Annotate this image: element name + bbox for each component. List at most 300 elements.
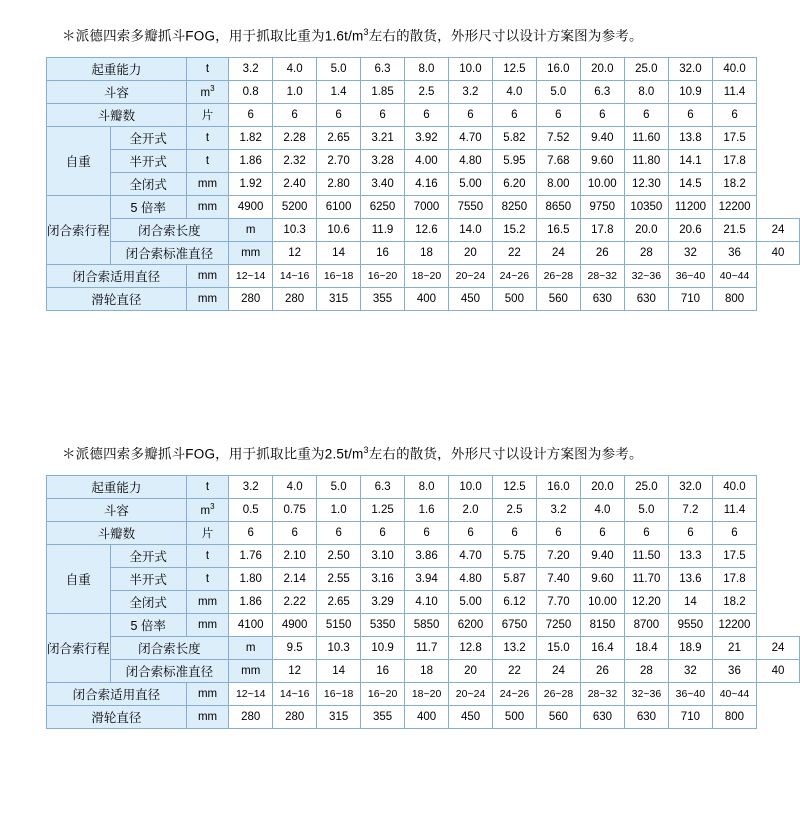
row-unit: t (186, 126, 228, 149)
table-cell: 8.00 (536, 172, 580, 195)
table-cell: 315 (317, 287, 361, 310)
table-cell: 5.87 (493, 567, 537, 590)
table-cell: 6 (317, 521, 361, 544)
table-cell: 4.0 (273, 57, 317, 80)
table-cell: 1.6 (405, 498, 449, 521)
row-sublabel: 5 倍率 (110, 195, 186, 218)
row-sublabel: 半开式 (110, 567, 186, 590)
table-cell: 6 (273, 521, 317, 544)
table-cell: 9750 (580, 195, 624, 218)
table-cell: 40.0 (712, 57, 756, 80)
table-cell: 40 (757, 659, 800, 682)
table-cell: 12 (273, 659, 317, 682)
table-cell: 800 (712, 287, 756, 310)
table-cell: 4.0 (273, 475, 317, 498)
row-label: 闭合索长度 (110, 636, 229, 659)
table-cell: 11.4 (712, 498, 756, 521)
row-unit: mm (186, 682, 228, 705)
table-cell: 2.65 (317, 126, 361, 149)
table-cell: 5.0 (317, 475, 361, 498)
table-cell: 36 (712, 659, 756, 682)
row-label: 斗瓣数 (47, 521, 187, 544)
row-label: 闭合索适用直径 (47, 264, 187, 287)
table-cell: 14~16 (273, 264, 317, 287)
row-label: 闭合索长度 (110, 218, 229, 241)
table-cell: 16~20 (361, 264, 405, 287)
table-cell: 6.3 (361, 475, 405, 498)
table-cell: 7250 (537, 613, 581, 636)
table-cell: 8.0 (405, 475, 449, 498)
row-label: 闭合索标准直径 (110, 241, 229, 264)
table-cell: 0.5 (229, 498, 273, 521)
table-cell: 18 (405, 241, 449, 264)
row-unit: mm (186, 590, 228, 613)
table-cell: 40~44 (712, 682, 756, 705)
table-cell: 3.86 (405, 544, 449, 567)
table-cell: 2.32 (273, 149, 317, 172)
block-1-table-wrap (0, 57, 800, 311)
table-cell: 26~28 (537, 682, 581, 705)
table-cell: 20.0 (580, 475, 624, 498)
row-label-group: 闭合索行程 (47, 613, 111, 682)
table-cell: 9.5 (273, 636, 317, 659)
table-cell: 5.75 (493, 544, 537, 567)
table-cell: 6 (537, 521, 581, 544)
table-cell: 7.68 (536, 149, 580, 172)
table-cell: 12.6 (405, 218, 449, 241)
table-cell: 6250 (361, 195, 405, 218)
table-cell: 20~24 (448, 264, 492, 287)
table-row (47, 705, 800, 728)
table-cell: 2.10 (273, 544, 317, 567)
table-cell: 36 (712, 241, 756, 264)
table-cell: 450 (449, 705, 493, 728)
table-row (47, 80, 800, 103)
block-2-caption-prefix: ＊派德四索多瓣抓斗FOG，用于抓取比重为2.5t/m (62, 446, 364, 462)
table-cell: 10350 (624, 195, 668, 218)
table-cell: 12.8 (449, 636, 493, 659)
table-cell: 6 (229, 103, 273, 126)
table-cell: 5350 (361, 613, 405, 636)
table-cell: 24 (757, 218, 800, 241)
table-cell: 280 (229, 705, 273, 728)
table-cell: 3.2 (229, 475, 273, 498)
table-cell: 40~44 (712, 264, 756, 287)
table-cell: 14~16 (273, 682, 317, 705)
table-row (47, 172, 800, 195)
table-cell: 18.2 (712, 590, 756, 613)
table-cell: 14.1 (668, 149, 712, 172)
table-cell: 7.52 (536, 126, 580, 149)
row-unit: mm (186, 172, 228, 195)
row-unit: mm (186, 287, 228, 310)
table-cell: 6100 (317, 195, 361, 218)
table-cell: 5150 (317, 613, 361, 636)
table-row (47, 241, 800, 264)
table-cell: 4100 (229, 613, 273, 636)
table-cell: 6 (405, 103, 449, 126)
table-cell: 40 (757, 241, 800, 264)
table-cell: 12.20 (624, 590, 668, 613)
table-cell: 10.00 (580, 590, 624, 613)
table-row (47, 544, 800, 567)
table-cell: 6 (712, 103, 756, 126)
table-cell: 1.86 (229, 590, 273, 613)
table-cell: 10.3 (273, 218, 317, 241)
table-cell: 3.16 (361, 567, 405, 590)
table-row (47, 475, 800, 498)
row-sublabel: 全开式 (110, 544, 186, 567)
table-row (47, 636, 800, 659)
table-cell: 630 (624, 705, 668, 728)
table-cell: 18~20 (405, 264, 449, 287)
table-cell: 800 (712, 705, 756, 728)
table-cell: 4.0 (580, 498, 624, 521)
table-cell: 21.5 (712, 218, 756, 241)
table-cell: 630 (580, 287, 624, 310)
table-row (47, 126, 800, 149)
table-cell: 3.10 (361, 544, 405, 567)
table-cell: 26~28 (536, 264, 580, 287)
row-unit: $m^3$ (186, 498, 228, 521)
table-row (47, 659, 800, 682)
table-cell: 3.2 (448, 80, 492, 103)
table-cell: 4.80 (449, 567, 493, 590)
row-sublabel: 全开式 (110, 126, 186, 149)
row-sublabel: 全闭式 (110, 590, 186, 613)
table-cell: 7.2 (668, 498, 712, 521)
table-cell: 10.0 (449, 475, 493, 498)
table-cell: 12.30 (624, 172, 668, 195)
table-row (47, 567, 800, 590)
table-cell: 10.00 (580, 172, 624, 195)
table-cell: 18.9 (668, 636, 712, 659)
table-cell: 6 (448, 103, 492, 126)
table-cell: 1.85 (361, 80, 405, 103)
block-1-caption-prefix: ＊派德四索多瓣抓斗FOG，用于抓取比重为1.6t/m (62, 28, 364, 44)
table-cell: 560 (537, 705, 581, 728)
table-cell: 17.5 (712, 544, 756, 567)
table-cell: 7.40 (537, 567, 581, 590)
table-cell: 5.0 (624, 498, 668, 521)
table-cell: 11.70 (624, 567, 668, 590)
table-cell: 26 (580, 659, 624, 682)
table-cell: 1.76 (229, 544, 273, 567)
table-cell: 20 (449, 659, 493, 682)
table-cell: 6 (624, 103, 668, 126)
table-cell: 12.5 (493, 475, 537, 498)
table-cell: 11.7 (405, 636, 449, 659)
table-cell: 16 (361, 659, 405, 682)
table-cell: 17.8 (580, 218, 624, 241)
row-label: 斗瓣数 (47, 103, 187, 126)
table-cell: 630 (624, 287, 668, 310)
table-cell: 7.70 (537, 590, 581, 613)
table-cell: 20.0 (624, 218, 668, 241)
table-cell: 8650 (536, 195, 580, 218)
table-cell: 4.10 (405, 590, 449, 613)
row-label: 滑轮直径 (47, 705, 187, 728)
table-row (47, 57, 800, 80)
block-2-caption (0, 440, 800, 465)
table-cell: 7000 (405, 195, 449, 218)
table-cell: 710 (668, 705, 712, 728)
table-cell: 20 (448, 241, 492, 264)
spec-table-2 (46, 475, 800, 729)
table-cell: 6 (229, 521, 273, 544)
table-cell: 12 (273, 241, 317, 264)
table-cell: 26 (580, 241, 624, 264)
table-cell: 5.0 (536, 80, 580, 103)
table-cell: 10.0 (448, 57, 492, 80)
table-cell: 5.82 (492, 126, 536, 149)
table-cell: 1.0 (273, 80, 317, 103)
table-cell: 16~18 (317, 264, 361, 287)
table-cell: 18~20 (405, 682, 449, 705)
table-cell: 25.0 (624, 475, 668, 498)
table-cell: 24 (537, 659, 581, 682)
table-cell: 6 (668, 521, 712, 544)
table-row (47, 521, 800, 544)
table-cell: 16.5 (536, 218, 580, 241)
spec-block-1 (0, 22, 800, 311)
table-cell: 32~36 (624, 264, 668, 287)
table-cell: 14 (317, 659, 361, 682)
table-cell: 6 (405, 521, 449, 544)
table-cell: 16.4 (580, 636, 624, 659)
row-label: 斗容 (47, 80, 187, 103)
row-unit: 片 (186, 103, 228, 126)
table-cell: 7550 (448, 195, 492, 218)
table-row (47, 218, 800, 241)
table-row (47, 613, 800, 636)
row-unit: mm (229, 241, 273, 264)
row-sublabel: 全闭式 (110, 172, 186, 195)
table-cell: 4900 (229, 195, 273, 218)
table-cell: 21 (712, 636, 756, 659)
table-cell: 4.0 (492, 80, 536, 103)
table-cell: 36~40 (668, 264, 712, 287)
table-cell: 22 (492, 241, 536, 264)
table-cell: 6.3 (361, 57, 405, 80)
row-label: 闭合索适用直径 (47, 682, 187, 705)
table-cell: 6 (580, 521, 624, 544)
row-label: 起重能力 (47, 475, 187, 498)
table-cell: 9550 (668, 613, 712, 636)
table-cell: 5200 (273, 195, 317, 218)
table-row (47, 103, 800, 126)
row-unit: mm (186, 264, 228, 287)
table-row (47, 287, 800, 310)
row-sublabel: 5 倍率 (110, 613, 186, 636)
row-unit: mm (186, 705, 228, 728)
table-cell: 10.9 (668, 80, 712, 103)
block-2-caption-superscript: 3 (363, 445, 369, 455)
table-cell: 4.80 (448, 149, 492, 172)
table-cell: 12200 (712, 195, 756, 218)
table-cell: 1.25 (361, 498, 405, 521)
table-cell: 280 (273, 287, 317, 310)
table-cell: 8250 (492, 195, 536, 218)
table-cell: 18 (405, 659, 449, 682)
table-cell: 12~14 (229, 682, 273, 705)
table-cell: 17.8 (712, 567, 756, 590)
table-cell: 1.0 (317, 498, 361, 521)
table-cell: 13.6 (668, 567, 712, 590)
table-cell: 6 (668, 103, 712, 126)
table-cell: 14 (317, 241, 361, 264)
table-cell: 450 (448, 287, 492, 310)
table-cell: 6 (580, 103, 624, 126)
table-cell: 2.80 (317, 172, 361, 195)
table-cell: 2.0 (449, 498, 493, 521)
spec-table-1 (46, 57, 800, 311)
table-cell: 16 (361, 241, 405, 264)
row-unit: mm (186, 613, 228, 636)
table-cell: 500 (493, 705, 537, 728)
table-cell: 1.4 (317, 80, 361, 103)
table-cell: 4.70 (448, 126, 492, 149)
table-cell: 5.95 (492, 149, 536, 172)
table-cell: 3.92 (405, 126, 449, 149)
table-cell: 630 (580, 705, 624, 728)
block-1-caption-suffix: 左右的散货，外形尺寸以设计方案图为参考。 (368, 28, 643, 44)
table-row (47, 498, 800, 521)
table-cell: 280 (229, 287, 273, 310)
table-cell: 18.4 (624, 636, 668, 659)
table-cell: 9.60 (580, 149, 624, 172)
block-1-caption-superscript: 3 (363, 27, 369, 37)
table-cell: 16.0 (536, 57, 580, 80)
table-cell: 15.0 (537, 636, 581, 659)
table-cell: 0.8 (229, 80, 273, 103)
table-cell: 12200 (712, 613, 756, 636)
table-cell: 17.8 (712, 149, 756, 172)
block-2-caption-suffix: 左右的散货，外形尺寸以设计方案图为参考。 (368, 446, 643, 462)
table-cell: 2.55 (317, 567, 361, 590)
table-cell: 24~26 (493, 682, 537, 705)
table-cell: 280 (273, 705, 317, 728)
table-cell: 2.50 (317, 544, 361, 567)
row-unit: mm (186, 195, 228, 218)
block-2-table-wrap (0, 475, 800, 729)
spec-block-2 (0, 440, 800, 729)
table-cell: 8700 (624, 613, 668, 636)
table-row (47, 682, 800, 705)
table-cell: 0.75 (273, 498, 317, 521)
table-cell: 32 (668, 659, 712, 682)
table-cell: 9.40 (580, 126, 624, 149)
table-cell: 2.70 (317, 149, 361, 172)
table-cell: 12.5 (492, 57, 536, 80)
table-cell: 15.2 (492, 218, 536, 241)
table-cell: 12~14 (229, 264, 273, 287)
table-row (47, 195, 800, 218)
table-cell: 6 (492, 103, 536, 126)
table-cell: 32.0 (668, 57, 712, 80)
table-cell: 6 (536, 103, 580, 126)
table-cell: 8150 (580, 613, 624, 636)
table-cell: 4.16 (405, 172, 449, 195)
table-cell: 3.21 (361, 126, 405, 149)
table-cell: 560 (536, 287, 580, 310)
table-cell: 16~20 (361, 682, 405, 705)
row-unit: m (229, 636, 273, 659)
table-cell: 4900 (273, 613, 317, 636)
table-cell: 10.9 (361, 636, 405, 659)
table-cell: 14.0 (448, 218, 492, 241)
table-cell: 2.5 (405, 80, 449, 103)
table-cell: 710 (668, 287, 712, 310)
table-cell: 2.65 (317, 590, 361, 613)
table-cell: 6.20 (492, 172, 536, 195)
table-cell: 13.3 (668, 544, 712, 567)
table-cell: 17.5 (712, 126, 756, 149)
row-unit: t (186, 544, 228, 567)
table-cell: 13.2 (493, 636, 537, 659)
table-cell: 4.00 (405, 149, 449, 172)
row-label-group: 闭合索行程 (47, 195, 111, 264)
table-cell: 8.0 (405, 57, 449, 80)
table-cell: 355 (361, 287, 405, 310)
row-unit: mm (229, 659, 273, 682)
table-cell: 11.9 (361, 218, 405, 241)
table-cell: 3.2 (537, 498, 581, 521)
table-cell: 28~32 (580, 264, 624, 287)
table-cell: 14 (668, 590, 712, 613)
block-1-caption (0, 22, 800, 47)
table-cell: 20.6 (668, 218, 712, 241)
row-label: 斗容 (47, 498, 187, 521)
table-cell: 16.0 (537, 475, 581, 498)
table-row (47, 149, 800, 172)
table-cell: 9.60 (580, 567, 624, 590)
table-cell: 18.2 (712, 172, 756, 195)
table-cell: 6 (449, 521, 493, 544)
row-unit: $m^3$ (186, 80, 228, 103)
table-cell: 11.4 (712, 80, 756, 103)
row-unit: t (186, 475, 228, 498)
table-cell: 2.5 (493, 498, 537, 521)
table-cell: 32 (668, 241, 712, 264)
row-unit: t (186, 149, 228, 172)
row-label: 闭合索标准直径 (110, 659, 229, 682)
table-cell: 500 (492, 287, 536, 310)
table-cell: 355 (361, 705, 405, 728)
table-cell: 22 (493, 659, 537, 682)
row-label-group: 自重 (47, 126, 111, 195)
table-cell: 3.2 (229, 57, 273, 80)
table-cell: 9.40 (580, 544, 624, 567)
table-cell: 6 (361, 103, 405, 126)
table-cell: 7.20 (537, 544, 581, 567)
table-cell: 1.92 (229, 172, 273, 195)
table-cell: 6200 (449, 613, 493, 636)
table-cell: 4.70 (449, 544, 493, 567)
table-cell: 24 (757, 636, 800, 659)
table-cell: 25.0 (624, 57, 668, 80)
table-cell: 24~26 (492, 264, 536, 287)
row-label-group: 自重 (47, 544, 111, 613)
table-cell: 3.94 (405, 567, 449, 590)
table-cell: 1.80 (229, 567, 273, 590)
table-cell: 16~18 (317, 682, 361, 705)
table-cell: 11.80 (624, 149, 668, 172)
table-cell: 5850 (405, 613, 449, 636)
table-cell: 10.6 (317, 218, 361, 241)
row-sublabel: 半开式 (110, 149, 186, 172)
table-cell: 6750 (493, 613, 537, 636)
